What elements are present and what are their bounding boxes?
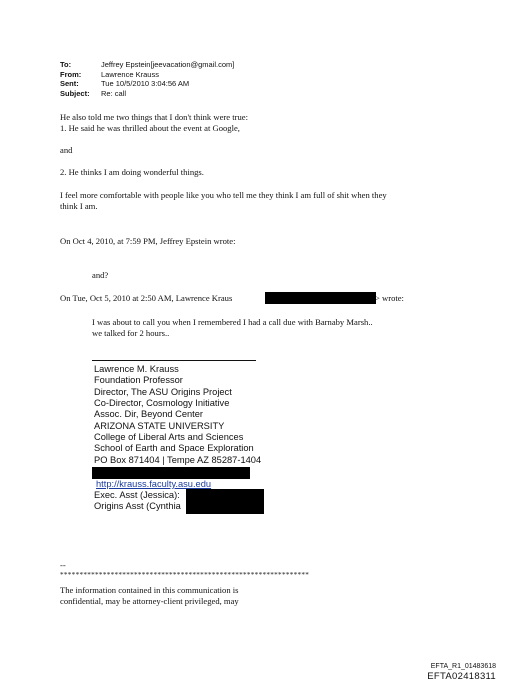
body-line-1: He also told me two things that I don't think were true: (60, 112, 248, 122)
bates-stamp-2: EFTA02418311 (427, 671, 496, 682)
body-line-3: and (60, 145, 73, 155)
redaction-bar (186, 489, 264, 514)
quote-1-text: and? (92, 270, 109, 280)
signature-title-2: Director, The ASU Origins Project (94, 387, 232, 397)
signature-divider (92, 360, 256, 361)
signature-title-1: Foundation Professor (94, 375, 183, 385)
quote-1-header: On Oct 4, 2010, at 7:59 PM, Jeffrey Epstein wrote: (60, 236, 236, 246)
signature-org-1: ARIZONA STATE UNIVERSITY (94, 421, 225, 431)
footer-notice-1: The information contained in this communication is (60, 585, 239, 595)
body-line-4: 2. He thinks I am doing wonderful things. (60, 167, 204, 177)
body-line-2: 1. He said he was thrilled about the event at Google, (60, 123, 240, 133)
quote-2-header-end: > wrote: (375, 293, 404, 303)
to-value: Jeffrey Epstein[jeevacation@gmail.com] (101, 60, 235, 69)
email-header (60, 60, 234, 98)
signature-org-2: College of Liberal Arts and Sciences (94, 432, 244, 442)
faculty-link[interactable]: http://krauss.faculty.asu.edu (96, 479, 212, 489)
subject-row (60, 89, 234, 99)
signature-address: PO Box 871404 | Tempe AZ 85287-1404 (94, 455, 262, 465)
redaction-bar (265, 292, 376, 304)
from-row (60, 70, 234, 80)
subject-label: Subject: (60, 88, 90, 98)
exec-asst-label: Exec. Asst (Jessica): (94, 490, 180, 500)
to-row (60, 60, 234, 70)
signature-org-3: School of Earth and Space Exploration (94, 443, 254, 453)
sent-row (60, 79, 234, 89)
footer-dashes: -- (60, 560, 66, 570)
sent-label: Sent: (60, 79, 79, 89)
from-value: Lawrence Krauss (101, 69, 159, 79)
bates-stamp-1: EFTA_R1_01483618 (430, 663, 496, 670)
quote-2-line-2: we talked for 2 hours.. (92, 328, 170, 338)
redaction-bar (92, 467, 250, 479)
to-label: To: (60, 60, 72, 69)
subject-value: Re: call (101, 88, 127, 98)
footer-notice-2: confidential, may be attorney-client privileged, may (60, 596, 239, 606)
origins-asst-label: Origins Asst (Cynthia (94, 501, 181, 511)
from-label: From: (60, 69, 82, 79)
sent-value: Tue 10/5/2010 3:04:56 AM (101, 79, 190, 89)
signature-title-4: Assoc. Dir, Beyond Center (94, 409, 204, 419)
signature-title-3: Co-Director, Cosmology Initiative (94, 398, 230, 408)
signature-name: Lawrence M. Krauss (94, 364, 179, 374)
footer-separator: **************************************************************** (60, 571, 310, 579)
quote-2-header-start: On Tue, Oct 5, 2010 at 2:50 AM, Lawrence Kraus (60, 293, 233, 303)
quote-2-line-1: I was about to call you when I remembered I had a call due with Barnaby Marsh.. (92, 317, 373, 327)
body-line-5: I feel more comfortable with people like you who tell me they think I am full of shit when they (60, 190, 387, 200)
body-line-6: think I am. (60, 201, 98, 211)
